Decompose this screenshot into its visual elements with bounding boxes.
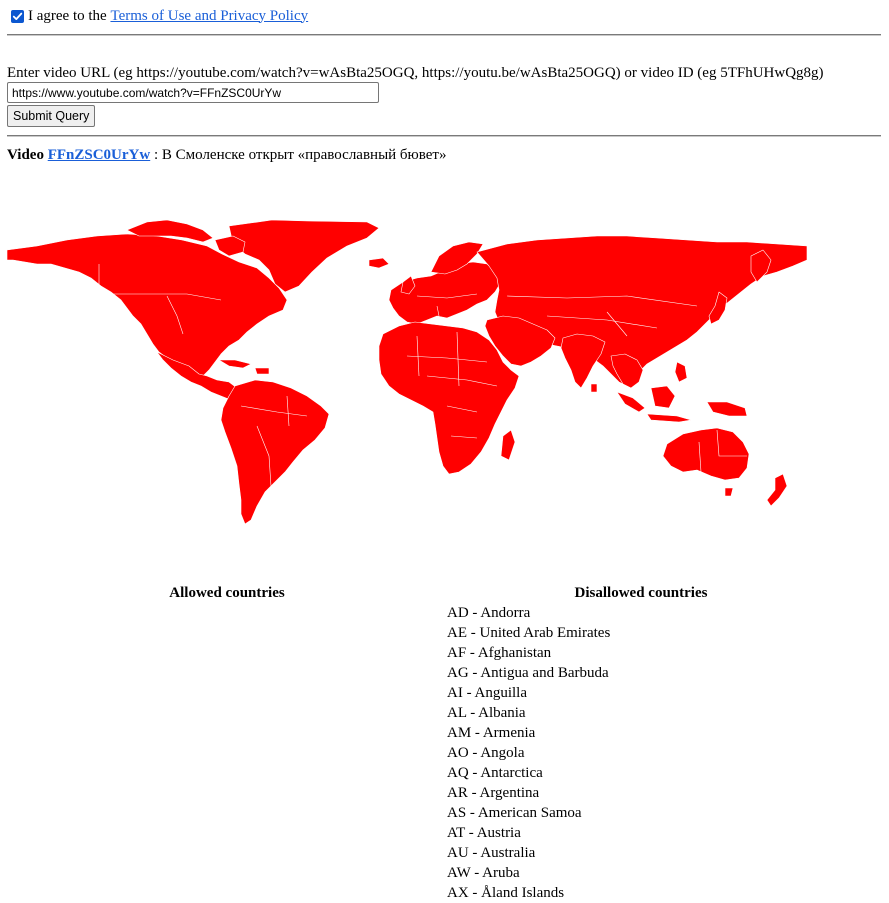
video-separator: : bbox=[153, 147, 159, 163]
country-item: AG - Antigua and Barbuda bbox=[447, 665, 609, 681]
country-item: AT - Austria bbox=[447, 825, 521, 841]
country-item: AM - Armenia bbox=[447, 725, 536, 741]
country-item: AI - Anguilla bbox=[447, 685, 527, 701]
region-cuba bbox=[219, 360, 251, 368]
region-sri-lanka bbox=[591, 384, 597, 392]
country-item: AL - Albania bbox=[447, 705, 526, 721]
country-item: AO - Angola bbox=[447, 745, 525, 761]
country-item: AR - Argentina bbox=[447, 785, 540, 801]
region-new-zealand bbox=[767, 474, 787, 506]
disallowed-countries bbox=[447, 583, 847, 903]
region-new-guinea bbox=[707, 402, 747, 416]
agree-label: I agree to the bbox=[28, 7, 107, 24]
allowed-countries bbox=[7, 583, 447, 903]
country-item: AW - Aruba bbox=[447, 865, 520, 881]
region-australia bbox=[663, 428, 749, 480]
divider bbox=[7, 34, 881, 36]
region-north-america bbox=[7, 234, 287, 380]
region-sumatra bbox=[617, 392, 645, 412]
video-url-input[interactable] bbox=[7, 82, 379, 103]
video-info bbox=[7, 146, 881, 164]
region-hispaniola bbox=[255, 368, 269, 374]
region-philippines bbox=[675, 362, 687, 382]
country-item: AD - Andorra bbox=[447, 605, 531, 621]
allowed-countries-title: Allowed countries bbox=[169, 585, 285, 601]
country-columns bbox=[7, 583, 881, 903]
video-id-link[interactable]: FFnZSC0UrYw bbox=[47, 147, 151, 163]
url-input-row bbox=[7, 82, 881, 103]
region-south-america bbox=[221, 380, 329, 524]
region-java bbox=[647, 414, 691, 422]
region-borneo bbox=[651, 386, 675, 408]
divider bbox=[7, 135, 881, 137]
submit-row bbox=[7, 103, 881, 127]
country-item: AX - Åland Islands bbox=[447, 885, 565, 901]
video-prefix: Video bbox=[7, 147, 44, 163]
terms-agreement bbox=[7, 6, 881, 26]
country-item: AU - Australia bbox=[447, 845, 536, 861]
region-madagascar bbox=[501, 430, 515, 460]
video-url-label: Enter video URL (eg https://youtube.com/watch?v=wAsBta25OGQ, https://youtu.be/wAsBta25OGQ) or video ID (eg 5TFhUHwQg8g) bbox=[7, 65, 824, 81]
video-title: В Смоленске открыт «православный бювет» bbox=[161, 147, 447, 163]
checkmark-icon bbox=[12, 11, 23, 22]
terms-link[interactable]: Terms of Use and Privacy Policy bbox=[110, 7, 309, 24]
region-iceland bbox=[369, 258, 389, 268]
world-map-svg bbox=[7, 216, 809, 528]
agree-checkbox[interactable] bbox=[11, 10, 24, 23]
country-item: AF - Afghanistan bbox=[447, 645, 552, 661]
country-item: AS - American Samoa bbox=[447, 805, 582, 821]
submit-query-button[interactable]: Submit Query bbox=[7, 105, 95, 127]
world-map bbox=[7, 216, 809, 528]
country-item: AQ - Antarctica bbox=[447, 765, 543, 781]
country-item: AE - United Arab Emirates bbox=[447, 625, 611, 641]
disallowed-countries-list bbox=[447, 603, 847, 903]
disallowed-countries-title: Disallowed countries bbox=[574, 585, 708, 601]
region-tasmania bbox=[725, 488, 733, 496]
